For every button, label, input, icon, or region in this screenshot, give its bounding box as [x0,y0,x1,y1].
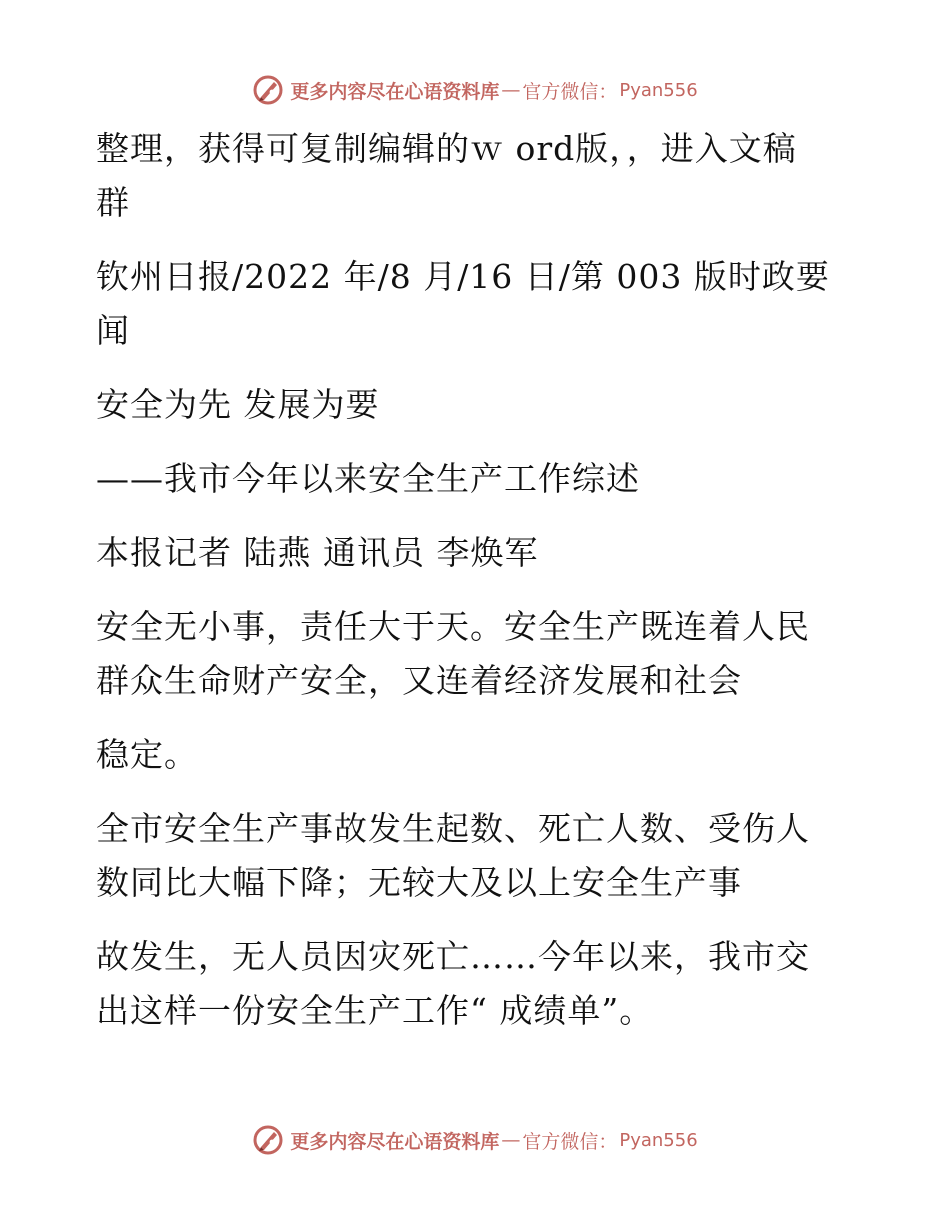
paragraph [96,526,836,580]
paragraph [96,378,836,432]
banner-title: 更多内容尽在心语资料库 [290,1130,500,1153]
banner-wechat-label: 官方微信： [522,80,618,103]
text-line: 出这样一份安全生产工作“ 成绩单”。 [96,991,654,1030]
paragraph [96,802,836,910]
text-line: 钦州日报/2022 年/8 月/16 日/第 003 版时政要 [96,257,830,296]
text-line: 数同比大幅下降；无较大及以上安全生产事 [96,863,742,902]
text-line: 故发生，无人员因灾死亡……今年以来，我市交 [96,937,810,976]
banner-separator: — [501,79,521,101]
pen-logo-icon [252,1124,284,1156]
text-line: 群众生命财产安全，又连着经济发展和社会 [96,661,742,700]
pen-logo-icon [252,74,284,106]
text-line: ——我市今年以来安全生产工作综述 [96,459,640,498]
paragraph [96,122,836,230]
text-line: 全市安全生产事故发生起数、死亡人数、受伤人 [96,809,810,848]
text-line: 整理，获得可复制编辑的ｗ ord版，，进入文稿 [96,129,797,168]
paragraph [96,250,836,358]
banner-wechat-id: Pyan556 [619,1129,698,1151]
footer-banner [0,1120,950,1160]
paragraph [96,452,836,506]
text-line: 安全为先 发展为要 [96,385,380,424]
banner-title: 更多内容尽在心语资料库 [290,80,500,103]
paragraph [96,930,836,1038]
header-banner [0,70,950,110]
document-body [96,122,836,1058]
text-line: 安全无小事，责任大于天。安全生产既连着人民 [96,607,810,646]
banner-wechat-label: 官方微信： [522,1130,618,1153]
text-line: 闻 [96,311,130,350]
text-line: 稳定。 [96,735,198,774]
banner-wechat-id: Pyan556 [619,79,698,101]
paragraph [96,728,836,782]
text-line: 群 [96,183,130,222]
paragraph [96,600,836,708]
banner-separator: — [501,1129,521,1151]
text-line: 本报记者 陆燕 通讯员 李焕军 [96,533,539,572]
